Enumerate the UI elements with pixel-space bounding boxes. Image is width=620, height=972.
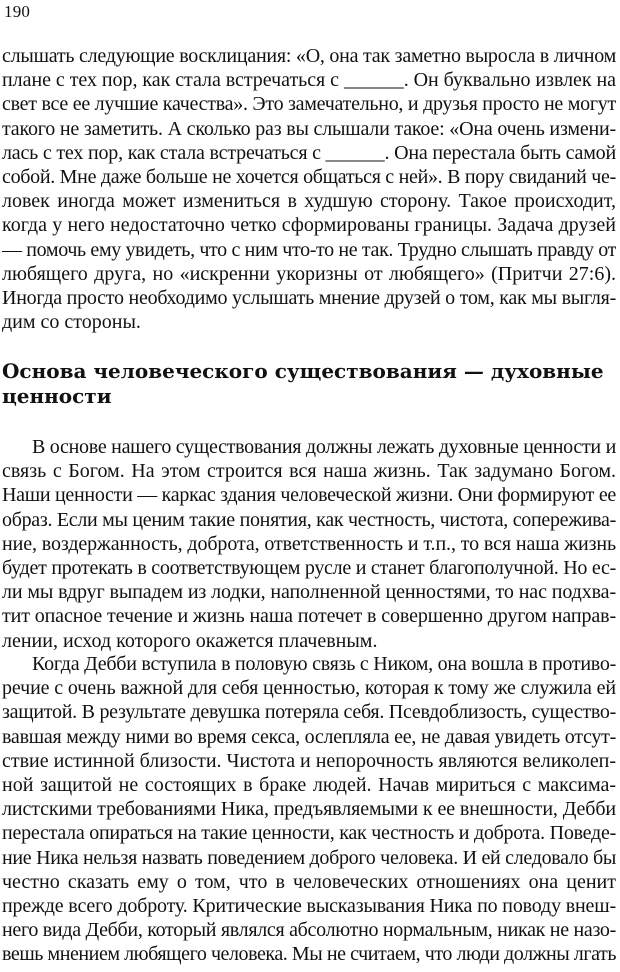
text-line: образ. Если мы ценим такие понятия, как честность, чистота, сопережива-	[2, 508, 616, 531]
text-line: ние Ника нельзя назвать поведением доброго человека. И ей следовало бы	[2, 846, 616, 869]
text-line: ствие истинной близости. Чистота и непорочность являются великолеп-	[2, 749, 616, 772]
text-line: листскими требованиями Ника, предъявляемыми к ее внешности, Дебби	[2, 798, 616, 821]
text-line: любящего друга, но «искренни укоризны от любящего» (Притчи 27:6).	[2, 262, 616, 285]
text-line: лении, исход которого окажется плачевным.	[2, 629, 378, 652]
text-line: речие с очень важной для себя ценностью, которая к тому же служила ей	[2, 677, 616, 700]
text-line: Когда Дебби вступила в половую связь с Ником, она вошла в противо-	[32, 653, 616, 675]
text-line: — помочь ему увидеть, что с ним что-то не так. Трудно слышать правду от	[2, 238, 616, 261]
text-line: прежде всего доброту. Критические высказывания Ника по поводу внеш-	[2, 894, 616, 917]
text-line: дим со стороны.	[2, 311, 141, 334]
text-line: плане с тех пор, как стала встречаться с ______. Он буквально извлек на	[2, 69, 616, 92]
text-line: тит опасное течение и жизнь наша потечет в совершенно другом направ-	[2, 605, 616, 628]
text-line: него вида Дебби, который являлся абсолютно нормальным, никак не назо-	[2, 919, 616, 942]
heading-line: ценности	[2, 383, 112, 408]
text-line: связь с Богом. На этом строится вся наша жизнь. Так задумано Богом.	[2, 460, 616, 483]
text-line: защитой. В результате девушка потеряла себя. Псевдоблизость, существо-	[2, 701, 616, 724]
text-line: такого не заметить. А сколько раз вы слышали такое: «Она очень измени-	[2, 117, 616, 140]
text-line: собой. Мне даже больше не хочется общаться с ней». В пору свиданий че-	[2, 165, 616, 188]
text-line: свет все ее лучшие качества». Это замечательно, и друзья просто не могут	[2, 93, 616, 116]
text-line: будет протекать в соответствующем русле и станет благополучной. Но ес-	[2, 556, 616, 579]
text-line: ловек иногда может измениться в худшую сторону. Такое происходит,	[2, 190, 616, 213]
text-line: слышать следующие восклицания: «О, она так заметно выросла в личном	[2, 45, 616, 67]
page-number: 190	[4, 2, 31, 21]
text-line: Наши ценности — каркас здания человеческой жизни. Они формируют ее	[2, 484, 616, 507]
text-line: вешь мнением любящего человека. Мы не считаем, что люди должны лгать	[2, 943, 616, 966]
text-line: вавшая между ними во время секса, ослепляла ее, не давая увидеть отсут-	[2, 725, 616, 748]
section-heading	[2, 359, 616, 408]
text-line: перестала опираться на такие ценности, как честность и доброта. Поведе-	[2, 822, 616, 845]
text-line: ной защитой не состоящих в браке людей. Начав мириться с максима-	[2, 773, 616, 796]
heading-line: Основа человеческого существования — духовные	[2, 359, 604, 383]
text-line: В основе нашего существования должны лежать духовные ценности и	[32, 436, 616, 458]
text-line: честно сказать ему о том, что в человеческих отношениях она ценит	[2, 870, 616, 893]
paragraph-debbie	[2, 652, 616, 966]
paragraph-continued	[2, 44, 616, 334]
text-line: ние, воздержанность, доброта, ответственность и т.п., то вся наша жизнь	[2, 532, 616, 555]
text-line: лась с тех пор, как стала встречаться с ______. Она перестала быть самой	[2, 141, 616, 164]
text-line: когда у него недостаточно четко сформированы границы. Задача друзей	[2, 214, 616, 237]
text-line: ли мы вдруг выпадем из лодки, наполненной ценностями, то нас подхва-	[2, 581, 616, 604]
text-line: Иногда просто необходимо услышать мнение друзей о том, как мы выгля-	[2, 286, 616, 309]
paragraph-values	[2, 435, 616, 653]
